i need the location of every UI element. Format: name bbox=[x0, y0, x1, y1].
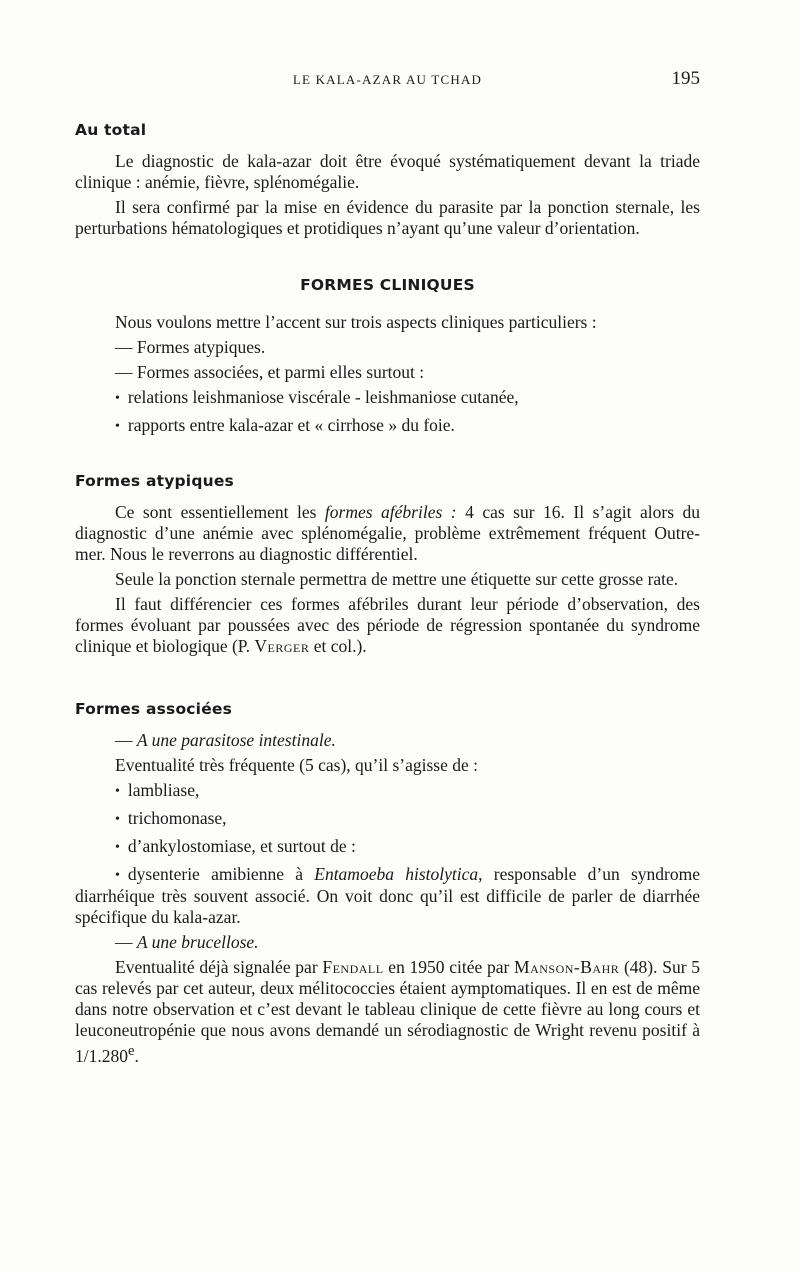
page-number: 195 bbox=[671, 68, 700, 89]
paragraph-formes-atypiques-2: Seule la ponction sternale permettra de mettre une étiquette sur cette grosse rate. bbox=[115, 569, 679, 589]
page-content bbox=[75, 120, 700, 1071]
running-title: LE KALA-AZAR AU TCHAD bbox=[292, 72, 483, 87]
emphasis-text: formes afébriles : bbox=[324, 502, 457, 522]
author-name: Fendall bbox=[322, 957, 384, 977]
subheading-brucellose bbox=[75, 932, 700, 953]
bullet-text: rapports entre kala-azar et « cirrhose » du foie. bbox=[127, 415, 455, 435]
text-run: Ce sont essentiellement les bbox=[115, 502, 325, 522]
text-run: dysenterie amibienne à bbox=[127, 864, 315, 884]
bullet-item-dysenterie bbox=[75, 864, 700, 928]
bullet-text: trichomonase, bbox=[127, 808, 227, 828]
bullet-item-ankylostomiase bbox=[75, 836, 700, 858]
paragraph-au-total-2: Il sera confirmé par la mise en évidence du parasite par la ponction sternale, les perturbations hématologiques et protidiques n’ayant qu’une valeur d’orientation. bbox=[75, 197, 700, 238]
emphasis-text: Entamoeba histolytica, bbox=[314, 864, 483, 884]
bullet-icon: • bbox=[115, 868, 120, 883]
heading-formes-atypiques: Formes atypiques bbox=[75, 472, 234, 490]
bullet-text: d’ankylostomiase, et surtout de : bbox=[127, 836, 356, 856]
text-run: Il faut différencier ces formes afébriles durant leur période d’observation, des formes évoluant par poussées avec des période de régression spontanée du syndrome clinique et biologique (P. bbox=[75, 594, 700, 656]
paragraph-eventualite-1: Eventualité très fréquente (5 cas), qu’il s’agisse de : bbox=[115, 755, 478, 775]
superscript: e bbox=[128, 1043, 135, 1059]
text-run: responsable d’un syndrome diarrhéique très souvent associé. On voit donc qu’il est difficile de parler de diarrhée spécifique du kala-azar. bbox=[75, 864, 700, 927]
list-item-formes-associees: — Formes associées, et parmi elles surtout : bbox=[115, 362, 425, 382]
bullet-icon: • bbox=[115, 391, 120, 406]
bullet-item-trichomonase bbox=[75, 808, 700, 830]
heading-formes-associees: Formes associées bbox=[75, 700, 233, 718]
text-run: et col.). bbox=[309, 636, 367, 656]
author-name: Verger bbox=[254, 636, 310, 656]
text-run: Eventualité déjà signalée par bbox=[115, 957, 323, 977]
subheading-parasitose bbox=[75, 730, 700, 751]
text-run: . bbox=[134, 1045, 139, 1066]
emphasis-text: A une parasitose intestinale. bbox=[136, 730, 336, 750]
text-run: en 1950 citée par bbox=[383, 957, 515, 977]
dash: — bbox=[115, 730, 137, 750]
dash: — bbox=[115, 932, 137, 952]
bullet-text: lambliase, bbox=[127, 780, 200, 800]
list-item-formes-atypiques: — Formes atypiques. bbox=[115, 337, 266, 357]
heading-au-total: Au total bbox=[75, 121, 147, 139]
bullet-item-2 bbox=[75, 415, 700, 437]
running-header bbox=[75, 68, 700, 92]
text-run: 4 cas sur 16. Il s’agit alors du diagnostic d’une anémie avec splénomégalie, problème extrêmement fréquent Outre-mer. Nous le reverrons au diagnostic différentiel. bbox=[75, 502, 700, 564]
bullet-item-1 bbox=[75, 387, 700, 409]
paragraph-formes-cliniques-intro: Nous voulons mettre l’accent sur trois aspects cliniques particuliers : bbox=[115, 312, 597, 332]
heading-formes-cliniques: FORMES CLINIQUES bbox=[300, 276, 475, 294]
text-run: (48). Sur 5 cas relevés par cet auteur, deux mélitococcies étaient aymptomatiques. Il en est de même dans notre observation et c’est devant le tableau clinique de cette fièvre au long cours et leuconeutropénie que nous avons demandé un sérodiagnostic de Wright revenu positif à 1/1.280 bbox=[75, 957, 700, 1066]
bullet-icon: • bbox=[115, 419, 120, 434]
paragraph-au-total-1: Le diagnostic de kala-azar doit être évoqué systématiquement devant la triade clinique : anémie, fièvre, splénomégalie. bbox=[75, 151, 700, 192]
bullet-icon: • bbox=[115, 784, 120, 799]
bullet-text: relations leishmaniose viscérale - leishmaniose cutanée, bbox=[127, 387, 519, 407]
bullet-icon: • bbox=[115, 812, 120, 827]
paragraph-formes-atypiques-1 bbox=[75, 502, 700, 565]
bullet-item-lambliase bbox=[75, 780, 700, 802]
author-name: Manson-Bahr bbox=[514, 957, 620, 977]
bullet-icon: • bbox=[115, 840, 120, 855]
paragraph-eventualite-2 bbox=[75, 957, 700, 1067]
paragraph-formes-atypiques-3 bbox=[75, 594, 700, 657]
emphasis-text: A une brucellose. bbox=[136, 932, 259, 952]
